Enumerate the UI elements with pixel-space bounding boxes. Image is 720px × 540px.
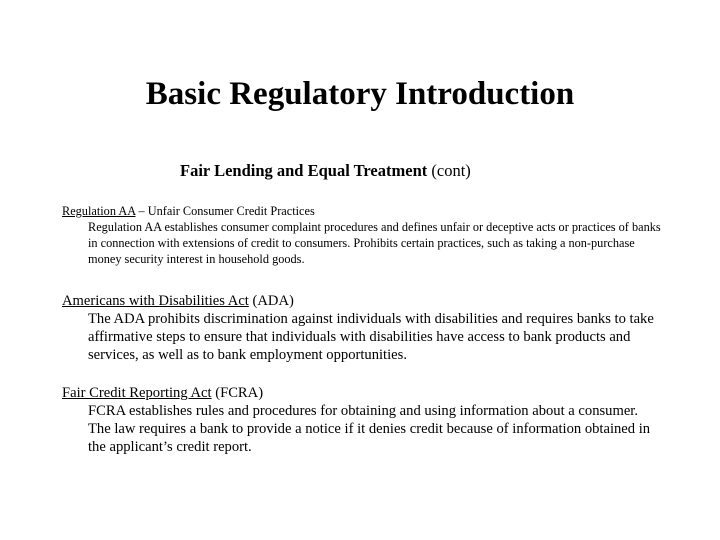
section-heading-rest: – Unfair Consumer Credit Practices — [135, 204, 315, 218]
section-body: Regulation AA establishes consumer complaint procedures and defines unfair or deceptive acts or practices of banks in connection with extensions of credit to consumers. Prohibits certain practices, such as taking a non-purchase money security interest in household goods. — [88, 220, 661, 266]
section-heading — [62, 384, 662, 402]
subtitle-bold-text: Fair Lending and Equal Treatment — [180, 161, 428, 180]
subtitle-normal-text: (cont) — [427, 161, 471, 180]
section-ada — [62, 292, 662, 364]
slide-subtitle — [180, 160, 471, 182]
section-heading-link: Regulation AA — [62, 204, 136, 218]
section-heading-link: Americans with Disabilities Act — [62, 293, 249, 309]
section-heading — [62, 203, 662, 219]
section-heading-rest: (ADA) — [248, 293, 294, 309]
section-body: The ADA prohibits discrimination against individuals with disabilities and requires banks to take affirmative steps to ensure that individuals with disabilities have access to bank products and services, as well as to bank employment opportunities. — [88, 311, 654, 363]
slide-title: Basic Regulatory Introduction — [145, 76, 575, 112]
section-fcra — [62, 384, 662, 456]
section-heading-rest: (FCRA) — [211, 385, 264, 401]
section-heading-link: Fair Credit Reporting Act — [62, 385, 212, 401]
section-body: FCRA establishes rules and procedures for obtaining and using information about a consumer. The law requires a bank to provide a notice if it denies credit because of information obtained in the applicant’s credit report. — [88, 403, 651, 455]
section-regulation-aa — [62, 203, 662, 267]
section-heading — [62, 292, 662, 310]
